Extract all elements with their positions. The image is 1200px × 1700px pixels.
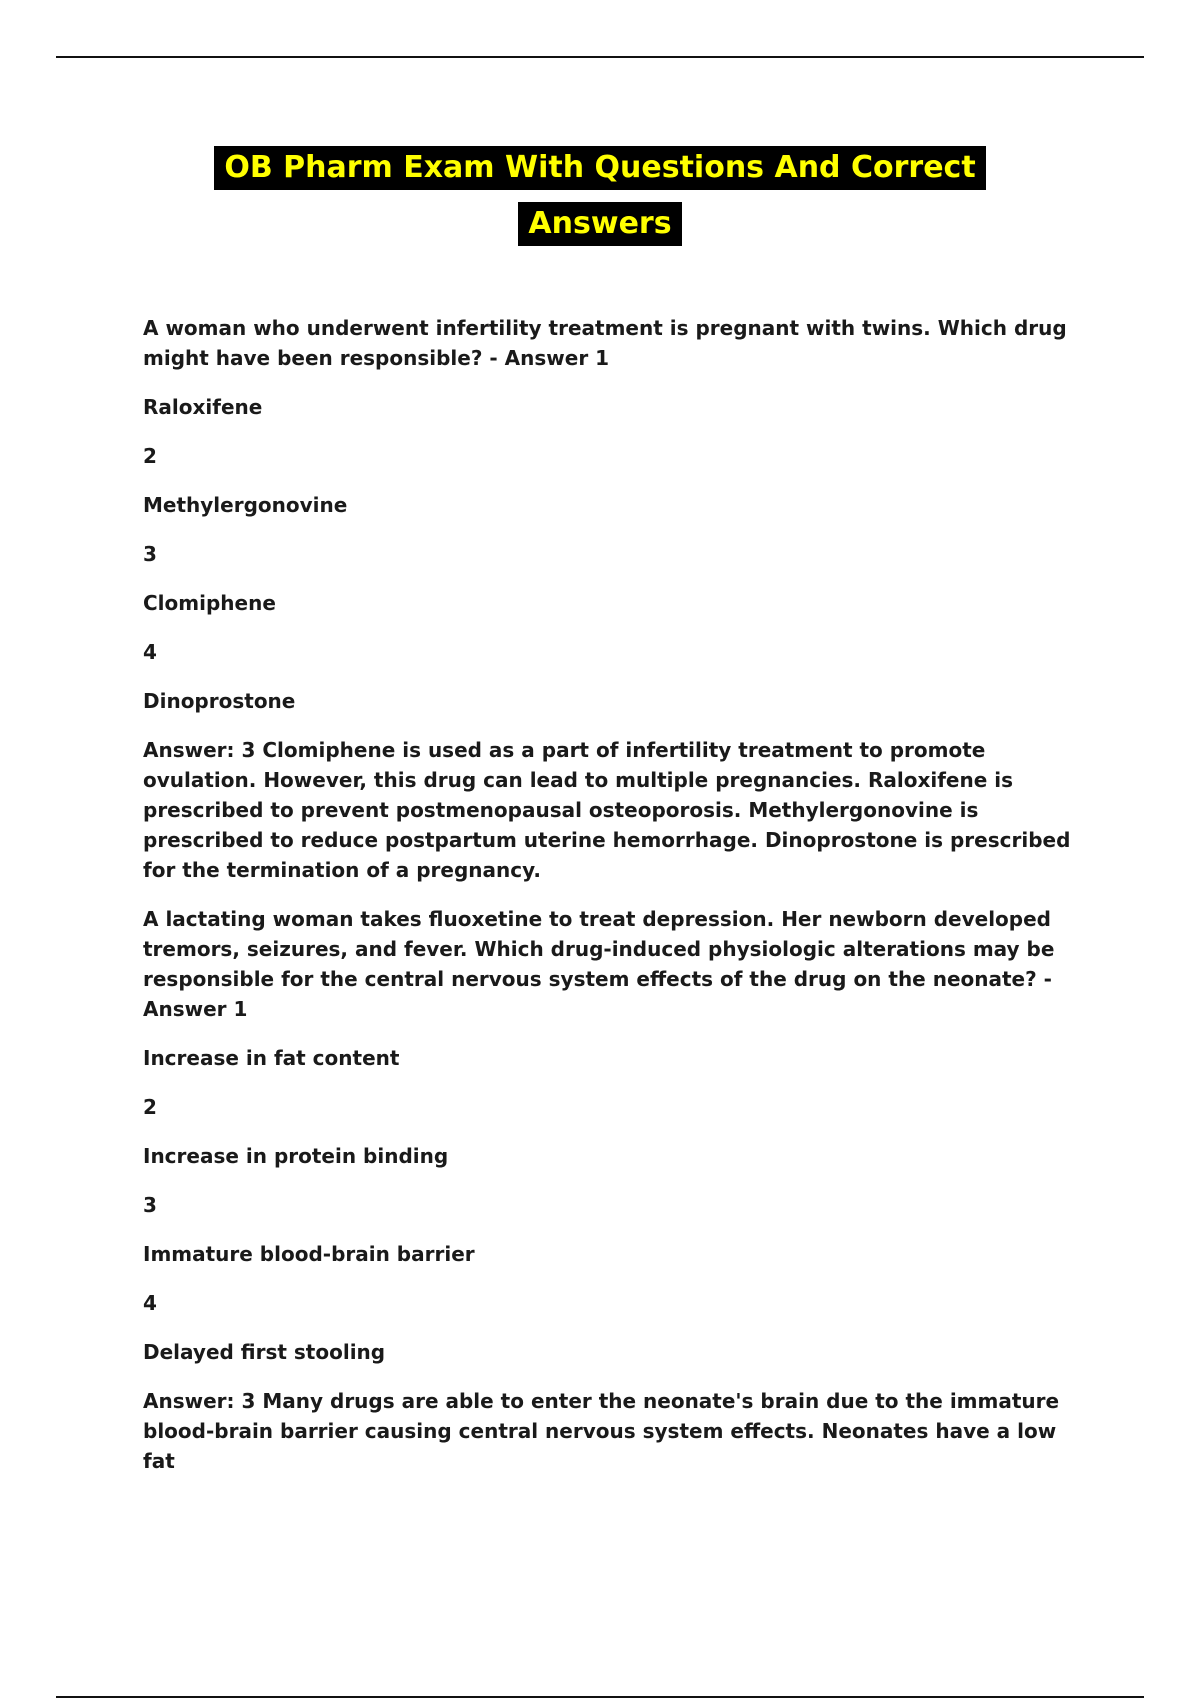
title-line-1: OB Pharm Exam With Questions And Correct — [214, 146, 985, 190]
question-1-number-4: 4 — [143, 640, 157, 664]
title-line-2: Answers — [518, 202, 681, 246]
question-2-answer: Answer: 3 Many drugs are able to enter the neonate's brain due to the immature blood-brain barrier causing central nervous system effects. Neonates have a low fat — [143, 1389, 1060, 1473]
question-1-text: A woman who underwent infertility treatment is pregnant with twins. Which drug might have been responsible? - Answer 1 — [143, 316, 1067, 370]
question-1-number-3: 3 — [143, 542, 157, 566]
question-2-option-1: Increase in fat content — [143, 1046, 400, 1070]
question-2-option-4: Delayed first stooling — [143, 1340, 386, 1364]
question-2-option-2: Increase in protein binding — [143, 1144, 449, 1168]
header-rule — [56, 56, 1144, 58]
question-1-answer: Answer: 3 Clomiphene is used as a part of infertility treatment to promote ovulation. However, this drug can lead to multiple pregnancies. Raloxifene is prescribed to prevent postmenopausal osteoporosis. Methylergonovine is prescribed to reduce postpartum uterine hemorrhage. Dinoprostone is prescribed for the termination of a pregnancy. — [143, 738, 1071, 882]
document-title — [0, 142, 1200, 254]
question-2-number-4: 4 — [143, 1291, 157, 1315]
question-1-option-2: Methylergonovine — [143, 493, 348, 517]
question-1-option-3: Clomiphene — [143, 591, 276, 615]
question-2-number-2: 2 — [143, 1095, 157, 1119]
document-body — [143, 313, 1093, 1495]
question-2-option-3: Immature blood-brain barrier — [143, 1242, 475, 1266]
question-2-text: A lactating woman takes fluoxetine to treat depression. Her newborn developed tremors, seizures, and fever. Which drug-induced physiologic alterations may be responsible for the central nervous system effects of the drug on the neonate? - Answer 1 — [143, 907, 1055, 1021]
question-1-option-4: Dinoprostone — [143, 689, 296, 713]
question-1-number-2: 2 — [143, 444, 157, 468]
question-1-option-1: Raloxifene — [143, 395, 263, 419]
question-2-number-3: 3 — [143, 1193, 157, 1217]
footer-rule — [56, 1696, 1144, 1698]
